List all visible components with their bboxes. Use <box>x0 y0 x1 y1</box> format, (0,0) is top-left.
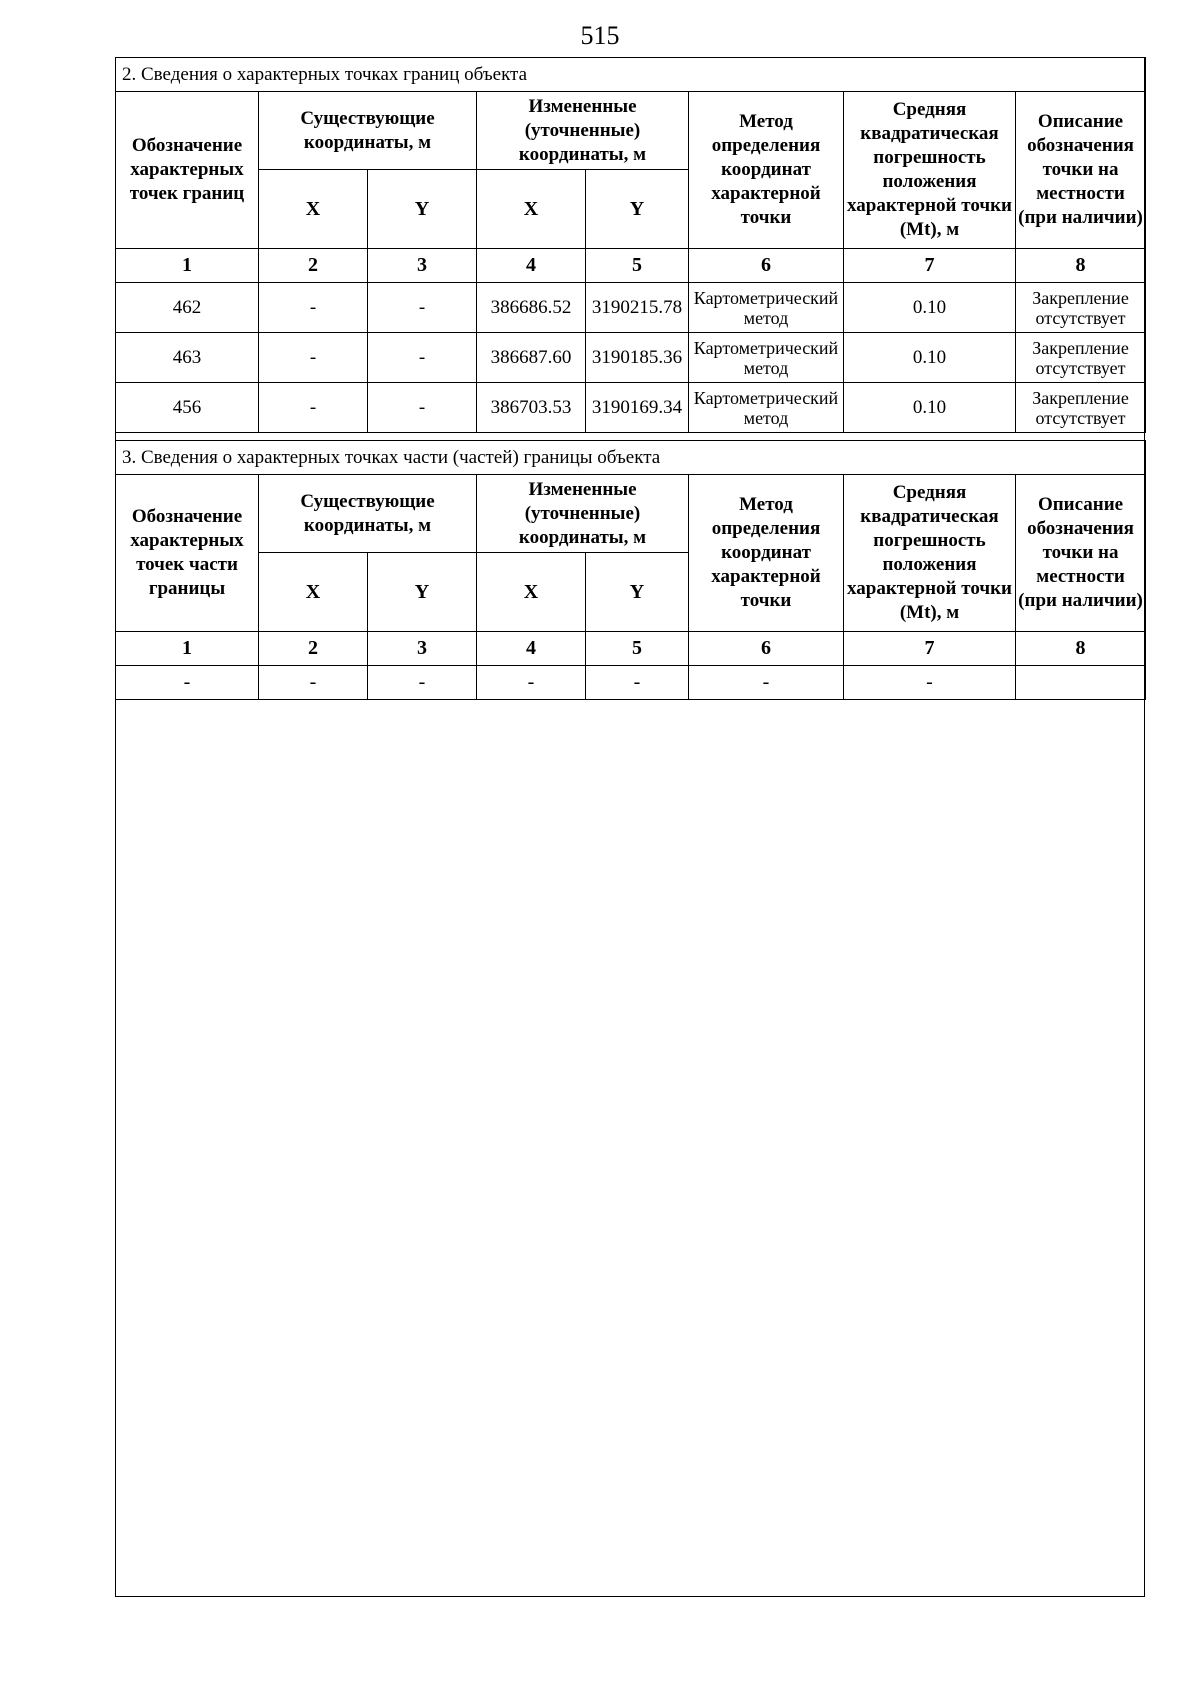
header-error: Средняя квадратическая погрешность положения характерной точки (Mt), м <box>844 92 1016 249</box>
header-method: Метод определения координат характерной точки <box>689 92 844 249</box>
header-changed-x: X <box>477 553 586 632</box>
existing-x: - <box>259 666 368 700</box>
column-number: 3 <box>368 632 477 666</box>
column-number: 8 <box>1016 632 1146 666</box>
header-designation: Обозначение характерных точек части границы <box>116 475 259 632</box>
header-existing-y: Y <box>368 170 477 249</box>
method: Картометрический метод <box>689 283 844 333</box>
changed-y: 3190215.78 <box>586 283 689 333</box>
header-description: Описание обозначения точки на местности (при наличии) <box>1016 92 1146 249</box>
changed-x: 386686.52 <box>477 283 586 333</box>
section-title: 3. Сведения о характерных точках части (частей) границы объекта <box>116 441 1146 475</box>
header-changed-y: Y <box>586 170 689 249</box>
column-number: 5 <box>586 632 689 666</box>
existing-y: - <box>368 283 477 333</box>
method: Картометрический метод <box>689 383 844 433</box>
error-value: 0.10 <box>844 383 1016 433</box>
header-method: Метод определения координат характерной точки <box>689 475 844 632</box>
point-id: - <box>116 666 259 700</box>
section-title: 2. Сведения о характерных точках границ объекта <box>116 58 1146 92</box>
table-row <box>116 283 1146 333</box>
method: Картометрический метод <box>689 333 844 383</box>
header-existing-x: X <box>259 170 368 249</box>
column-number: 7 <box>844 632 1016 666</box>
header-existing-y: Y <box>368 553 477 632</box>
column-number: 4 <box>477 632 586 666</box>
table-row <box>116 333 1146 383</box>
header-existing-coords: Существующие координаты, м <box>259 475 477 553</box>
existing-y: - <box>368 666 477 700</box>
changed-x: - <box>477 666 586 700</box>
column-number: 4 <box>477 249 586 283</box>
changed-x: 386687.60 <box>477 333 586 383</box>
error-value: - <box>844 666 1016 700</box>
point-id: 462 <box>116 283 259 333</box>
changed-y: 3190185.36 <box>586 333 689 383</box>
point-id: 463 <box>116 333 259 383</box>
table-row <box>116 666 1146 700</box>
header-changed-coords: Измененные (уточненные) координаты, м <box>477 92 689 170</box>
column-number: 2 <box>259 249 368 283</box>
description: Закрепление отсутствует <box>1016 283 1146 333</box>
existing-x: - <box>259 283 368 333</box>
changed-x: 386703.53 <box>477 383 586 433</box>
existing-y: - <box>368 333 477 383</box>
column-numbers-row <box>116 249 1146 283</box>
header-existing-x: X <box>259 553 368 632</box>
error-value: 0.10 <box>844 283 1016 333</box>
table-row <box>116 383 1146 433</box>
column-numbers-row <box>116 632 1146 666</box>
description <box>1016 666 1146 700</box>
column-number: 6 <box>689 632 844 666</box>
column-number: 7 <box>844 249 1016 283</box>
part-boundary-points-table <box>115 440 1146 700</box>
header-existing-coords: Существующие координаты, м <box>259 92 477 170</box>
error-value: 0.10 <box>844 333 1016 383</box>
column-number: 8 <box>1016 249 1146 283</box>
column-number: 1 <box>116 632 259 666</box>
header-error: Средняя квадратическая погрешность положения характерной точки (Mt), м <box>844 475 1016 632</box>
column-number: 5 <box>586 249 689 283</box>
header-changed-coords: Измененные (уточненные) координаты, м <box>477 475 689 553</box>
existing-y: - <box>368 383 477 433</box>
column-number: 2 <box>259 632 368 666</box>
header-changed-y: Y <box>586 553 689 632</box>
method: - <box>689 666 844 700</box>
point-id: 456 <box>116 383 259 433</box>
description: Закрепление отсутствует <box>1016 383 1146 433</box>
page-number: 515 <box>580 21 620 50</box>
header-description: Описание обозначения точки на местности (при наличии) <box>1016 475 1146 632</box>
existing-x: - <box>259 383 368 433</box>
column-number: 6 <box>689 249 844 283</box>
description: Закрепление отсутствует <box>1016 333 1146 383</box>
header-designation: Обозначение характерных точек границ <box>116 92 259 249</box>
changed-y: 3190169.34 <box>586 383 689 433</box>
changed-y: - <box>586 666 689 700</box>
header-changed-x: X <box>477 170 586 249</box>
boundary-points-table <box>115 57 1146 433</box>
column-number: 1 <box>116 249 259 283</box>
column-number: 3 <box>368 249 477 283</box>
existing-x: - <box>259 333 368 383</box>
